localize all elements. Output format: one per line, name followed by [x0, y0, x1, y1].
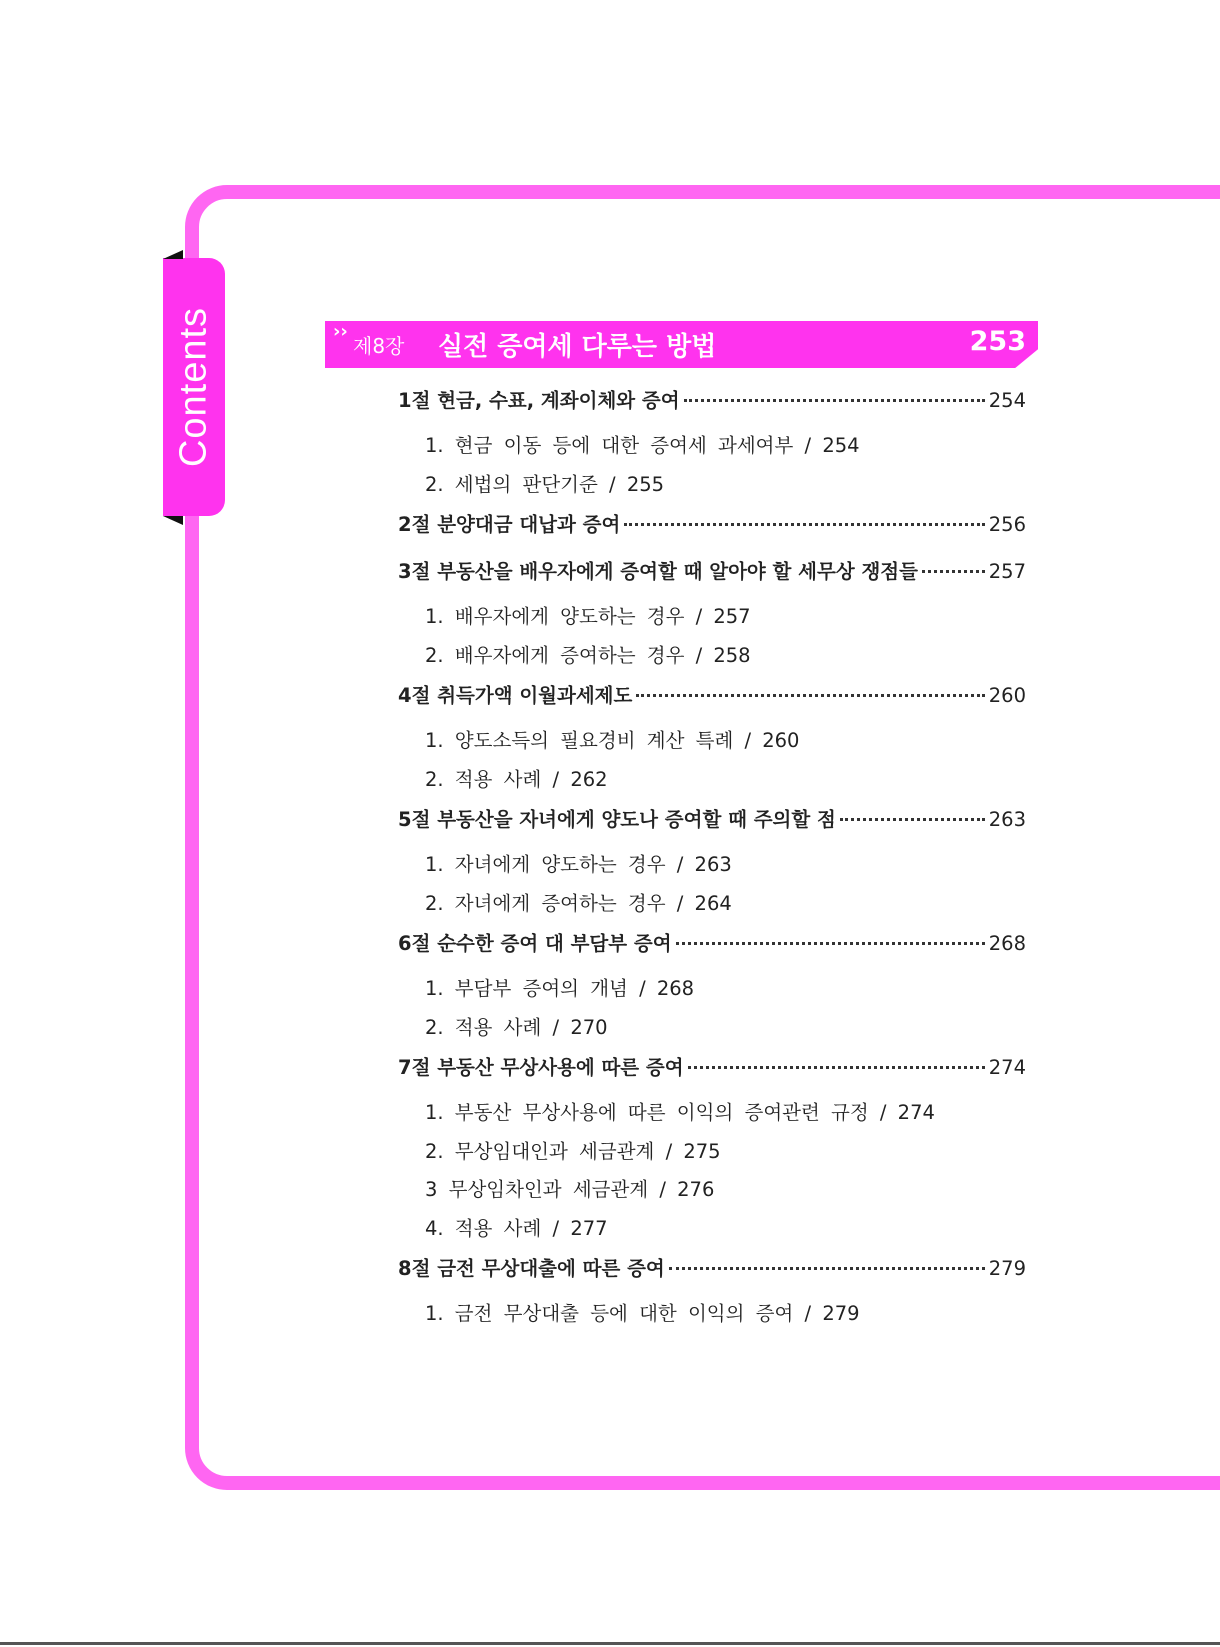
toc-section-page: 256 [988, 513, 1026, 536]
dot-leader [669, 1267, 985, 1270]
dot-leader [624, 523, 984, 526]
toc-item[interactable]: 2. 자녀에게 증여하는 경우 / 264 [425, 891, 732, 915]
toc-section-row[interactable] [398, 556, 1026, 596]
toc-section-title: 5절 부동산을 자녀에게 양도나 증여할 때 주의할 점 [398, 808, 836, 831]
toc-item[interactable]: 1. 현금 이동 등에 대한 증여세 과세여부 / 254 [425, 434, 860, 458]
chapter-title: 실전 증여세 다루는 방법 [438, 332, 717, 362]
toc-section-page: 260 [988, 684, 1026, 707]
toc-section-row[interactable] [398, 680, 1026, 720]
toc-item[interactable]: 3 무상임차인과 세금관계 / 276 [425, 1178, 715, 1202]
dot-leader [840, 818, 985, 821]
toc-item[interactable]: 1. 금전 무상대출 등에 대한 이익의 증여 / 279 [425, 1302, 860, 1326]
chapter-number: 제8장 [353, 334, 405, 358]
toc-section-page: 274 [988, 1056, 1026, 1079]
toc-section-title: 8절 금전 무상대출에 따른 증여 [398, 1257, 665, 1280]
dot-leader [688, 1066, 985, 1069]
toc-section-page: 279 [988, 1257, 1026, 1280]
toc-section-row[interactable] [398, 1253, 1026, 1293]
dot-leader [922, 570, 985, 573]
toc-section-title: 3절 부동산을 배우자에게 증여할 때 알아야 할 세무상 쟁점들 [398, 560, 918, 583]
toc-item[interactable]: 2. 적용 사례 / 270 [425, 1015, 608, 1039]
toc-section-title: 4절 취득가액 이월과세제도 [398, 684, 633, 707]
dot-leader [676, 942, 985, 945]
toc-item[interactable]: 1. 자녀에게 양도하는 경우 / 263 [425, 853, 732, 877]
toc-item[interactable]: 2. 적용 사례 / 262 [425, 767, 608, 791]
toc-item[interactable]: 2. 무상임대인과 세금관계 / 275 [425, 1139, 721, 1163]
toc-section-row[interactable] [398, 928, 1026, 968]
toc-section-row[interactable] [398, 385, 1026, 425]
table-of-contents [398, 385, 1026, 1332]
toc-item[interactable]: 1. 배우자에게 양도하는 경우 / 257 [425, 605, 751, 629]
toc-item[interactable]: 1. 부담부 증여의 개념 / 268 [425, 977, 695, 1001]
toc-section-page: 254 [988, 389, 1026, 412]
bottom-rule [0, 1642, 1220, 1645]
dot-leader [636, 694, 984, 697]
toc-section-title: 1절 현금, 수표, 계좌이체와 증여 [398, 389, 680, 412]
toc-section-row[interactable] [398, 509, 1026, 549]
toc-section-title: 2절 분양대금 대납과 증여 [398, 513, 621, 536]
toc-section-row[interactable] [398, 1052, 1026, 1092]
chapter-page-number: 253 [969, 326, 1026, 357]
contents-side-label: Contents [172, 306, 215, 468]
toc-section-page: 257 [988, 560, 1026, 583]
toc-item[interactable]: 4. 적용 사례 / 277 [425, 1216, 608, 1240]
toc-section-title: 6절 순수한 증여 대 부담부 증여 [398, 932, 672, 955]
toc-item[interactable]: 1. 양도소득의 필요경비 계산 특례 / 260 [425, 729, 800, 753]
toc-item[interactable]: 2. 배우자에게 증여하는 경우 / 258 [425, 643, 751, 667]
toc-section-page: 263 [988, 808, 1026, 831]
toc-section-title: 7절 부동산 무상사용에 따른 증여 [398, 1056, 684, 1079]
tab-notch-top [163, 250, 183, 259]
toc-section-page: 268 [988, 932, 1026, 955]
dot-leader [684, 399, 985, 402]
toc-section-row[interactable] [398, 804, 1026, 844]
toc-item[interactable]: 2. 세법의 판단기준 / 255 [425, 472, 665, 496]
chevron-right-double-icon: ›› [333, 321, 348, 342]
tab-notch-bottom [163, 516, 183, 525]
toc-item[interactable]: 1. 부동산 무상사용에 따른 이익의 증여관련 규정 / 274 [425, 1101, 935, 1125]
